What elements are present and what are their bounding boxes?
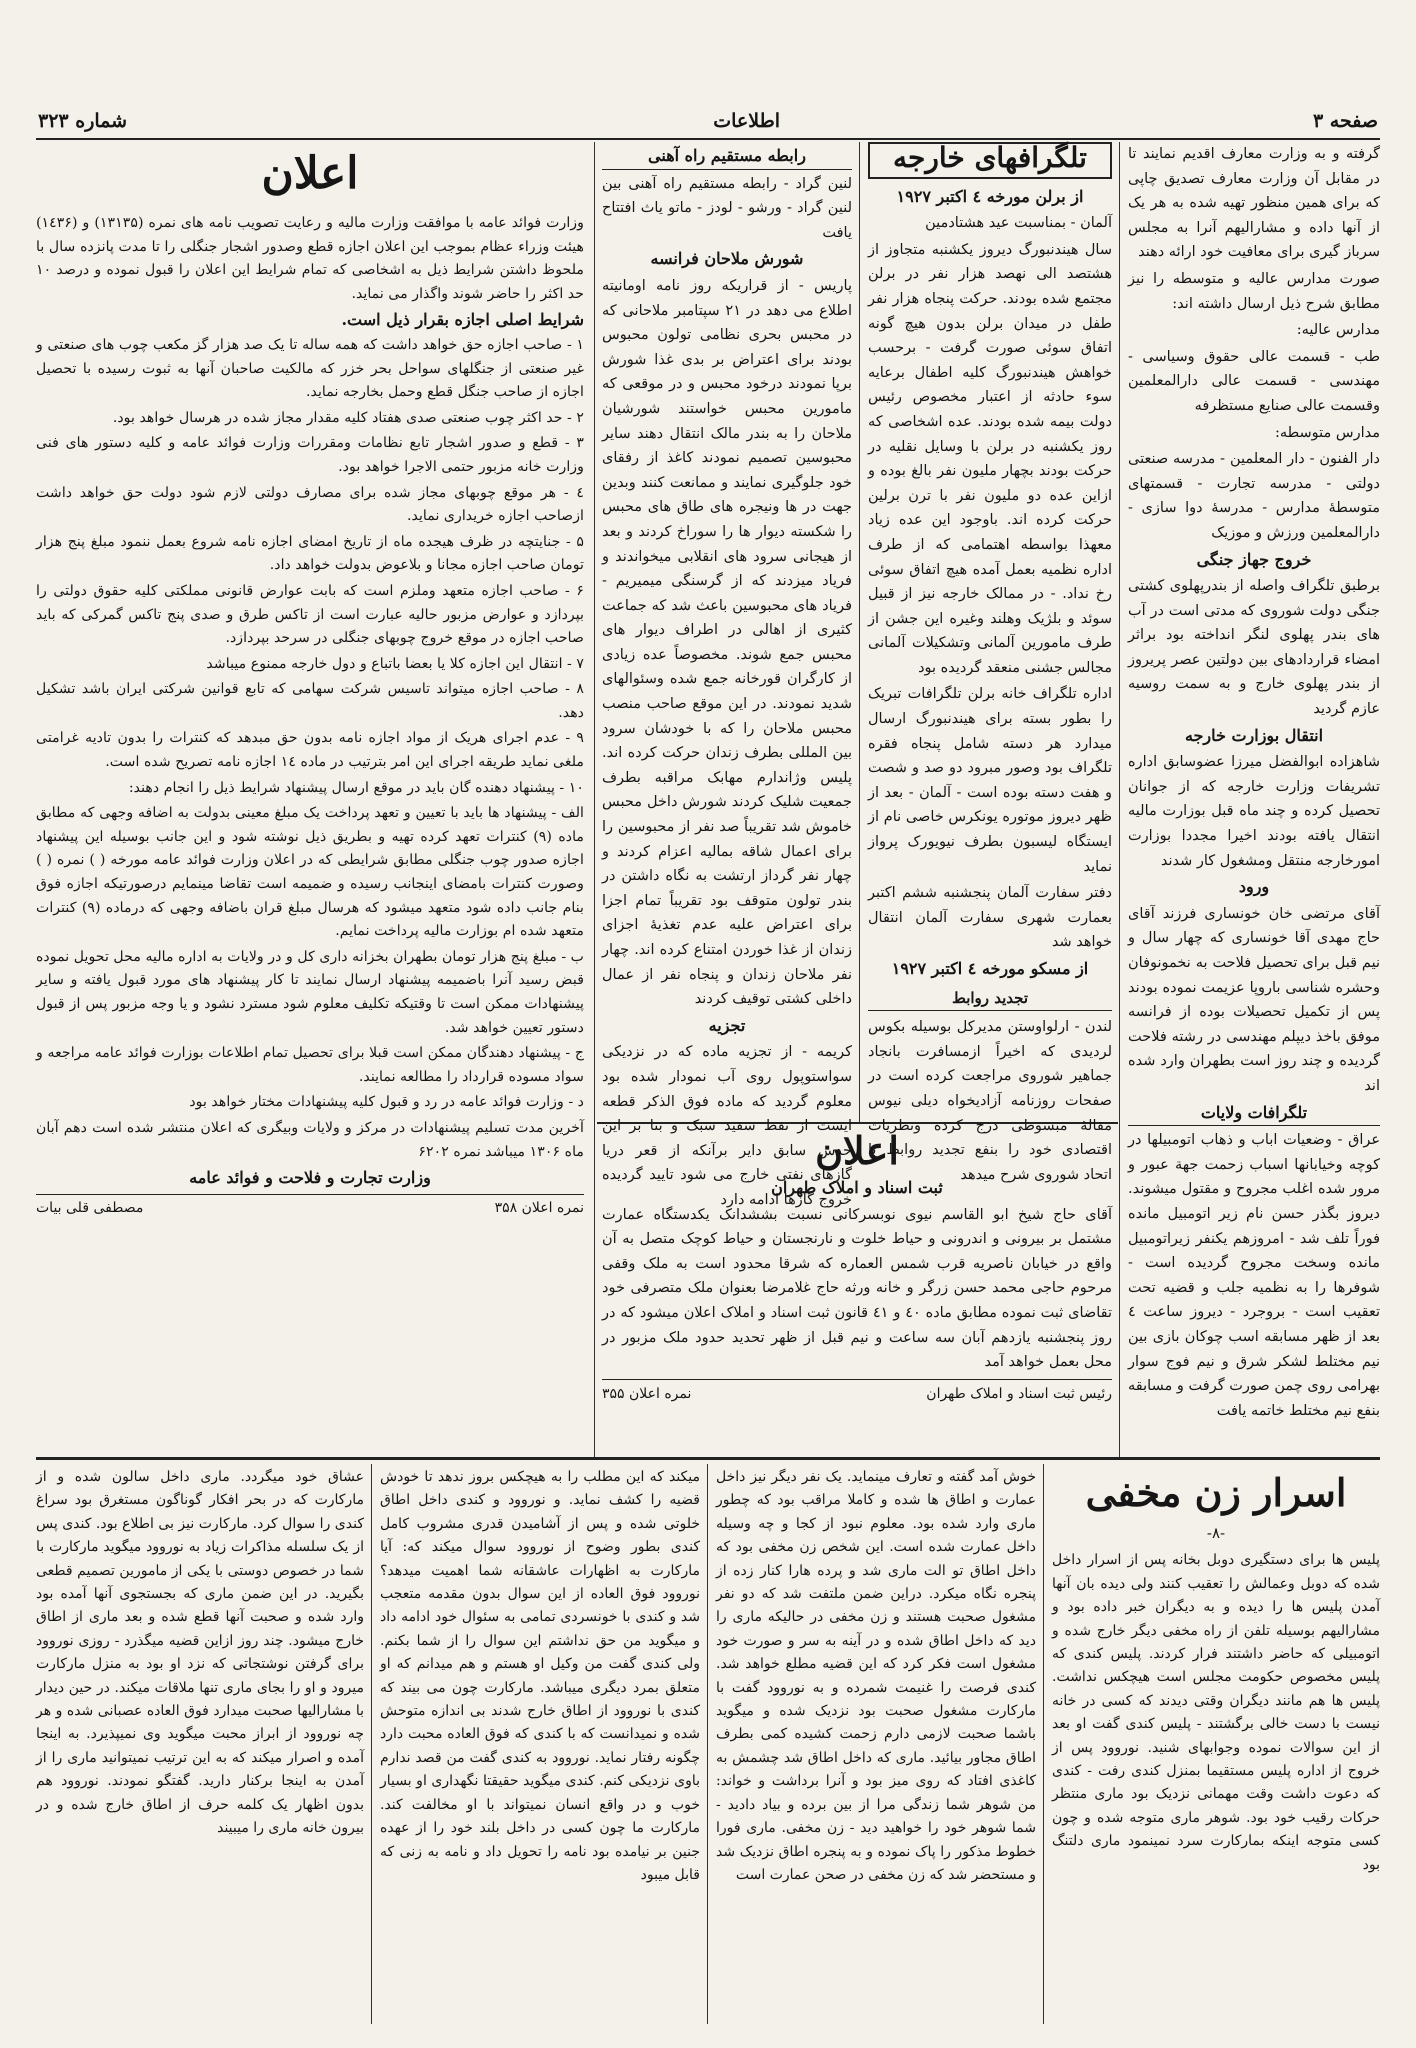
registration-ad-number: نمره اعلان ۳۵۵: [602, 1385, 692, 1402]
transfer-body: شاهزاده ابوالفضل میرزا عضوسابق اداره تشریفات وزارت خارجه که از جوانان تحصیل کرده و چند ماه قبل بوزارت مالیه انتقال یافته بودند اخیرا مجددا بوزارت امورخارجه منتقل ومشغول کار شدند: [1128, 754, 1380, 869]
column-rule: [594, 142, 595, 1457]
forestry-condition: ۲ - حد اکثر چوب صنعتی صدی هفتاد کلیه مقدار مجاز شده در هرسال خواهد بود.: [112, 409, 584, 426]
education-paragraph: صورت مدارس عالیه و متوسطه را نیز مطابق شرح ذیل ارسال داشته اند:: [1128, 270, 1380, 312]
page-label: صفحه ۳: [1312, 110, 1378, 132]
telegrams-subhead: تجدید روابط: [868, 986, 1112, 1012]
education-paragraph: گرفته و به وزارت معارف اقدیم نمایند تا در مقابل آن وزارت معارف تصدیق چاپی که برای همین منظور تهیه شده به هر یک از آنها داده و مشارالیهم آنرا به مجلس سرباز گیری برای معافیت خود ارائه دهند: [1128, 146, 1380, 261]
registration-ad-title: اعلان: [815, 1128, 899, 1173]
revolt-story: پاریس - از قراریکه روز نامه اومانیته اطلاع می دهد در ۲۱ سپتامبر ملاحانی که در محبس بحری نظامی تولون محبوس بودند برای اعتراض بر بدی غذا شورش برپا نمودند درخود محبس و در موقعی که مامورین محبس خواستند شورشیان ملاحان را به بندر مالک انتقال دهند سایر محبوسین تصمیم نمودند کاغذ از رفقای خود جلوگیری نمایند و ممانعت کنند وبدین جهت در ها ونیجره های طاق های محبس را شکسته دیوار ها را سوراخ کردند و بعد از هیجانی سرود های انقلابی میخواندند و فریاد میزدند که از گرسنگی میمیریم - فریاد های محبوسین باعث شد که جماعت کثیری از اهالی در اطراف دیوار های محبس جمع شوند. مخصوصاً عده زیادی از کارگران قورخانه جمع شده وسئوالهای شدید نمودند. در این موقع صاحب منصب محبس ملاحان را که با خودشان سرود بین المللی بطرف زندان حرکت کرده اند. پلیس وژاندارم مهابک مراقبه بطرف جمعیت شلیک کردند شورش داخل محبس خاموش شد تقریباً صد نفر از محبوسین را برای اعمال شاقه بمالیه اعزام کردند و چهار نفر گرداز ارتشت به نگاه داشتن در بندر تولون متوقف بود تقریباً تمام اجزا برای اعتراض علیه عدم تغذیهٔ اجزای زندان از غذا خوردن امتناع کرده اند. چهار نفر ملاحان زندان و پنجاه نفر از عمال داخلی کشتی توقیف کردند: [602, 277, 852, 1008]
telegrams-column: [868, 141, 1112, 1183]
serial-text: میکند که این مطلب را به هیچکس بروز ندهد تا خودش قضیه را کشف نماید. و نوروود و کندی داخل اطاق خلوتی شده و پس از آشامیدن قدری مشروب کامل کندی بطور وضوح از نوروود سوال میکند که: آیا مارکارت به اظهارات عاشقانه شما اهمیت میدهد؟ نوروود فوق العاده از این سوال بدون مقدمه متعجب شد و کندی با خونسردی تمامی به سئوال خود ادامه داد و میگوید من حق نداشتم این سوال را از شما بکنم. ولی کندی گفت من وکیل او هستم و هم میدانم که او متعلق بمرد دیگری میباشد. مارکارت چون می بیند که کندی با نوروود از اطاق خارج شدند بی اندازه متوحش شده و نمیدانست که با کندی که فوق العاده محبت دارد چگونه رفتار نماید. نوروود به کندی گفت من قصد ندارم باوی نزدیکی کنم. کندی میگوید حقیقتا نگهداری او بسیار خوب و در واقع انسان نمیتواند با او مخالفت کند. مارکارت ما چون کسی در داخل بلند خود را از عهده جنین بر نیامده بود نامه را تحویل داد و نامه به زنی که قابل میبود: [380, 1469, 700, 1883]
serial-column: [1052, 1466, 1380, 2026]
telegrams-dateline: از برلن مورخه ٤ اکتبر ۱۹۲۷: [896, 186, 1084, 206]
serial-title: اسرار زن مخفی: [1085, 1470, 1347, 1515]
serial-column: [380, 1466, 700, 2026]
column-rule: [1119, 142, 1120, 1457]
forestry-condition: ٤ - هر موقع چوبهای مجاز شده برای مصارف دولتی لازم شود دولت حق خواهد داشت ازصاحب اجازه خریداری نماید.: [36, 484, 584, 525]
forestry-condition: ۱ - صاحب اجازه حق خواهد داشت که همه ساله تا یک صد هزار گز مکعب چوب های صنعتی و غیر صنعتی از جنگلهای سواحل بحر خزر که مالکیت صاحبان آنها به ثبوت رسیده با تحصیل اجازه از صاحب جنگل قطع وحمل بخارجه نماید.: [36, 336, 584, 401]
serial-episode: -۸-: [1206, 1524, 1226, 1542]
forestry-condition: ۶ - صاحب اجازه متعهد وملزم است که بابت عوارض قانونی مملکتی کلیه حقوق دولتی را بپردازد و عوارض مزبور حالیه عبارت است از تاکس طرق و صدی پنج تاکس گمرکی که باید صاحب اجازه در موقع خروج چوبهای جنگلی در سرحد بپردازد.: [36, 582, 584, 647]
forestry-ad-signer: مصطفی قلی بیات: [36, 1199, 144, 1216]
education-paragraph: مدارس عالیه:: [1296, 322, 1380, 339]
education-paragraph: مدارس متوسطه:: [1274, 424, 1380, 441]
arrival-heading: ورود: [1238, 877, 1270, 897]
forestry-ad-signature: وزارت تجارت و فلاحت و فوائد عامه: [189, 1168, 431, 1188]
telegrams-body: اداره تلگراف خانه برلن تلگرافات تبریک را بطور بسته برای هیندنبورگ ارسال میدارد هر دسته شامل پنجاه فقره تلگراف بود وصور مبرود دو صد و شصت و هفت دسته بوده است - آلمان - بعد از ظهر دیروز موتوره یونکرس خاصی نام از ایستگاه لیسبون بطرف نیویورک پرواز نماید: [868, 686, 1112, 875]
masthead: [36, 110, 1380, 140]
forestry-condition: ۷ - انتقال این اجازه کلا یا بعضا باتباع و دول خارجه ممنوع میباشد: [206, 655, 584, 672]
forestry-ad-number: نمره اعلان ۳۵۸: [494, 1199, 584, 1216]
telegrams-dateline: از مسکو مورخه ٤ اکتبر ۱۹۲۷: [891, 959, 1089, 978]
serial-text: پلیس ها برای دستگیری دوبل بخانه پس از اسرار داخل شده که دوبل وعمالش را تعقیب کنند ولی دیده بان آنها آمدن پلیس ها را دیده و به دیگران خبر داده بود و مشارالیهم بوسیله تلفن از راه مخفی دیگر خارج شده و اتومبیلی که حاضر داشتند فرار کردند. پلیس کندی که پلیس مخصوص حکومت مجلس است هیچکس نداشت. پلیس ها هم مانند دیگران وقتی دیدند که کسی در خانه نیست با دست خالی برگشتند - پلیس کندی گفت او بعد از این سوالات نموده وجوابهای شنید. نوروود پس از خروج از اداره پلیس مستقیما بمنزل کندی رفت - کندی که دعوت داشت وقت مهمانی نزدیک بود ماری منتظر حرکات رقیب خود بود. شوهر ماری متوجه شده و چون کسی متوجه اینکه بمارکارت سرد نمینمود ماری دلتنگ بود: [1052, 1552, 1380, 1873]
forestry-conditions-heading: شرایط اصلی اجازه بقرار ذیل است.: [341, 310, 584, 330]
forestry-condition: الف - پیشنهاد ها باید با تعیین و تعهد پرداخت یک مبلغ معینی بدولت به اضافه وجهی که مطابق ماده (۹) کنترات تعهد کرده تهیه و بطریق ذیل نوشته شود و این جانب بوسیله این پیشنهاد اجازه صدور چوب جنگلی مطابق شرایطی که در اعلان وزارت فوائد عامه مورخه ( ) نمره ( ) وصورت کنترات بامضای اینجانب رسیده و ضمیمه است تقاضا مینمایم درصورتیکه اجازه فوق بنام جانب داده شود متعهد میشود که هرسال مبلغ قران باضافه وجهی که درماده (۹) کنترات متعهد شده ام بوزارت مالیه پرداخت نمایم.: [36, 805, 585, 940]
serial-column: [716, 1466, 1036, 2026]
forestry-condition: ۳ - قطع و صدور اشجار تابع نظامات ومقررات وزارت فوائد عامه و کلیه دستور های فنی وزارت خانه مزبور حتمی الاجرا خواهد بود.: [36, 435, 584, 475]
forestry-condition: ۱۰ - پیشنهاد دهنده گان باید در موقع ارسال پیشنهاد شرایط ذیل را انجام دهند:: [128, 779, 584, 796]
registration-ad-subtitle: ثبت اسناد و املاک طهران: [771, 1178, 943, 1197]
telegrams-embassy: دفتر سفارت آلمان پنجشنبه ششم اکتبر بعمارت شهری سفارت آلمان انتقال خواهد شد: [868, 885, 1112, 951]
telegrams-lead: آلمان - بمناسبت عید هشتادمین: [925, 215, 1112, 232]
forestry-condition: آخرین مدت تسلیم پیشنهادات در مرکز و ولایات وبیگری که اعلان منتشر شده است دهم آبان ماه ۱۳۰۶ میباشد نمره ۶۲۰۲: [36, 1119, 584, 1160]
issue-number: شماره ۳۲۳: [38, 110, 128, 132]
forestry-condition: ۵ - جنایتچه در ظرف هیجده ماه از تاریخ امضای اجازه نامه شروع بعمل ننمود مبلغ پنج هزار تومان صاحب اجازه مجانا و بلاعوض بدولت خواهد داد.: [36, 533, 584, 574]
transfer-heading: انتقال بوزارت خارجه: [1184, 725, 1324, 745]
forestry-ad-footer: [36, 1194, 584, 1221]
revolt-heading: شورش ملاحان فرانسه: [650, 249, 804, 269]
column-rule: [371, 1464, 372, 2024]
analysis-heading: تجزیه: [708, 1015, 746, 1035]
forestry-ad-title: اعلان: [261, 148, 359, 199]
registration-ad-footer: [602, 1379, 1112, 1407]
education-paragraph: طب - قسمت عالی حقوق وسیاسی - مهندسی - قسمت عالی دارالمعلمین وقسمت عالی صنایع مستظرفه: [1128, 348, 1380, 414]
railway-body: لنین گراد - رابطه مستقیم راه آهنی بین لنین گراد - ورشو - لودز - ماتو یاث افتتاح یافت: [602, 175, 852, 241]
serial-text: عشاق خود میگردد. ماری داخل سالون شده و از مارکارت که در بحر افکار گوناگون مستغرق بود سراغ کندی را سوال کرد. مارکارت نیز بی اطلاع بود. کندی پس از یک سلسله مذاکرات زیاد به نوروود میگوید مارکارت با شما در خصوص دوستی با یکی از مامورین تصمیم قطعی بگیرید. در این ضمن ماری که بجستجوی آنها آمده بود وارد شده و صحبت آنها قطع شده و بعد ماری از اطاق خارج میشود. چند روز ازاین قضیه میگذرد - روزی نوروود برای گرفتن نوشتجاتی که نزد او بود به منزل مارکارت میرود و او را بجای ماری تنها ملاقات میکند. در حین دیدار با مشارالیها صحبت میدارد فوق العاده عصبانی شده و هر چه نوروود از ابراز محبت میگوید وی نمیپذیرد. به اینجا آمده و اصرار میکند که به این ترتیب نمیتوانید ماری را از آمدن به اینجا برکنار دارید. گفتگو نمودند. نوروود هم بدون اظهار یک کلمه حرف از اطاق خارج شده و در بیرون خانه ماری را میبیند: [36, 1469, 364, 1837]
section-rule: [36, 1457, 1380, 1460]
railway-title: رابطه مستقیم راه آهنی: [602, 144, 852, 170]
column-rule: [859, 142, 860, 1122]
warship-heading: خروج جهاز جنگی: [1196, 549, 1312, 569]
registration-ad-body: آقای حاج شیخ ابو القاسم نیوی نوبسرکانی نسبت بششدانک یکدستگاه عمارت مشتمل بر بیرونی و اندرونی و حیاط خلوت و نارنجستان و حیاط کوچک متصل به آن واقع در خیابان ناصریه قرب شمس العماره که شرقا محدود است به ملک وقفی مرحوم حاجی محمد حسن زرگر و خانه ورثه حاج غلامرضا بعنوان ملک متصرفی خود تقاضای ثبت نموده مطابق ماده ٤۰ و ٤١ قانون ثبت اسناد و املاک اعلان میشود که در روز پنجشنبه یازدهم آبان سه ساعت و نیم قبل از ظهر تحدید حدود ملک مزبور در محل بعمل خواهد آمد: [602, 1206, 1112, 1371]
forestry-condition: ب - مبلغ پنج هزار تومان بطهران بخزانه داری کل و در ولایات به اداره مالیه محل تحویل نموده قبض رسید آنرا باضمیمه پیشنهاد ارسال نمایند تا کار پیشنهاد های مورد قبول یافته و سایر پیشنهادات ممکن است تا وقتیکه تکلیف معلوم شود مسترد نشود و یا وجه مزبور پس از قبول دستور تعیین خواهد شد.: [36, 948, 584, 1036]
telegrams-body: سال هیندنبورگ دیروز یکشنبه متجاوز از هشتصد الی نهصد هزار نفر در برلن مجتمع شده بودند. حرکت پنجاه هزار نفر طفل در میدان برلن بدون هیچ گونه اتفاق سوئی صورت گرفت - برحسب خواهش هیندنبورگ کلیه اطفال برعایه سوء حادثه از اعتبار مخصوص رئیس دولت بیمه شده بودند. عده اشخاصی که روز یکشنبه در برلن با وسایل نقلیه در حرکت بودند بچهار ملیون نفر بالغ بوده و ازاین عده دو ملیون نفر با ترن برلین حرکت کرده اند. باوجود این عده زیاد معهذا بواسطه اهتمامی که از طرف اداره نظمیه بعمل آمده هیچ اتفاق سوئی رخ نداد. - در ممالک خارجه نیز از قبیل سوئد و بلژیک وهلند وغیره این جشن از طرف مامورین آلمانی وتشکیلات آلمانی مجالس جشنی منعقد گردیده بود: [868, 241, 1112, 676]
forestry-condition: ج - پیشنهاد دهندگان ممکن است قبلا برای تحصیل تمام اطلاعات بوزارت فوائد عامه مراجعه و سواد مسوده قرارداد را مطالعه نمایند.: [36, 1045, 585, 1085]
forestry-ad: [36, 142, 584, 1452]
arrival-body: آقای مرتضی خان خونساری فرزند آقای حاج مهدی آقا خونساری که چهار سال و نیم قبل برای تحصیل فلاحت به نخمونوفان وحشره شناسی باروپا عزیمت نموده بودند پس از تکمیل تحصیلات بوده از فرانسه موفق باخذ دیپلم مهندسی در رشته فلاحت گردیده و چند روز است بطهران وارد شده اند: [1128, 905, 1380, 1094]
news-column-right: [1128, 142, 1380, 1452]
paper-title: اطلاعات: [713, 110, 780, 132]
provinces-heading: تلگرافات ولایات: [1128, 1101, 1380, 1127]
forestry-condition: ۹ - عدم اجرای هریک از مواد اجازه نامه بدون حق مبدهد که کنترات را بدون تادیه غرامتی ملغی نماید طریقه اجرای این امر بترتیب در ماده ۱٤ اجازه نامه تصریح شده است.: [36, 730, 584, 771]
forestry-condition: ۸ - صاحب اجازه میتواند تاسیس شرکت سهامی که تابع قوانین شرکتی ایران باشد تشکیل دهد.: [36, 681, 584, 721]
registration-ad: [602, 1128, 1112, 1453]
forestry-ad-intro: وزارت فوائد عامه با موافقت وزارت مالیه و رعایت تصویب نامه های نمره (۱۳۱۳۵) و (۱٤۳۶) هیئت وزراء عظام بموجب این اعلان اجازه قطع وصدور اشجار جنگلی را تا مدت پانزده سال با ملحوظ داشتن شرایط ذیل به اشخاصی که تمام شرایط این اعلان را قبول نموده و درصد ۱۰ حد اکثر را حاضر شوند واگذار می نماید.: [36, 215, 584, 302]
serial-column: [36, 1466, 364, 2026]
telegrams-body: لندن - ارلواوستن مدیرکل بوسیله بکوس لردیدی که اخیراً ازمسافرت بانجاد جماهیر شوروی مراجعت کرده است در صفحات روزنامه آزادیخواه دیلی نیوس مقالهٔ مبسوطی درج کرده ونظریات اقتصادی خود را بنفع تجدید روابط با اتحاد شوروی شرح میدهد: [868, 1019, 1112, 1183]
warship-body: برطبق تلگراف واصله از بندرپهلوی کشتی جنگی دولت شوروی که مدتی است در آب های بندر پهلوی لنگر انداخته بود براثر امضاء قراردادهای بین دولتین عصر پریروز از بندر پهلوی خارج و به سمت روسیه عازم گردید: [1128, 578, 1380, 718]
railway-column: [602, 142, 852, 1208]
newspaper-page: [36, 14, 1380, 2034]
provinces-body: عراق - وضعیات اباب و ذهاب اتومبیلها در کوچه وخیابانها اسباب زحمت جهة عبور و مرور شده اغلب مجروح و مقتول میشوند. دیروز بگذر حسن نام زیر اتومبیل مانده فوراً تلف شد - امروزهم یکنفر زیراتومبیل مانده وسخت مجروح گردیده است - شوفرها را به نظمیه جلب و قضیه تحت تعقیب است - بروجرد - دیروز ساعت ٤ بعد از ظهر مسابقه اسب چوکان بازی بین نیم مختلط لشکر شرق و نیم فوج سوار بهرامی روی چمن صورت گرفت و مسابقه بنفع نیم مختلط خاتمه یافت: [1128, 1132, 1380, 1419]
forestry-condition: د - وزارت فوائد عامه در رد و قبول کلیه پیشنهادات مختار خواهد بود: [189, 1094, 584, 1111]
column-rule: [1043, 1464, 1044, 2024]
column-rule: [707, 1464, 708, 2024]
serial-text: خوش آمد گفته و تعارف مینماید. یک نفر دیگر نیز داخل عمارت و اطاق ها شده و کاملا مراقب بود که چطور ماری وارد شده بود. معلوم نبود از کجا و چه وسیله داخل عمارت شده است. این شخص زن مخفی بود که داخل اطاق تو الت ماری شد و پرده هارا کنار زده از پنجره نگاه میکرد. دراین ضمن ملتفت شد که دو نفر مشغول صحبت هستند و زن مخفی در حالیکه ماری را دید که داخل اطاق شده و در آینه به سر و صورت خود مشغول است فکر کرد که این قضیه مطلع خواهد شد. کندی فرصت را غنیمت شمرده و به نوروود گفت با مارکارت مشغول صحبت بود نزدیک شده و میگوید باشما صحبت لازمی دارم زحمت کشیده کمی بطرف اطاق مجاور بیائید. ماری که داخل اطاق شد چشمش به کاغذی افتاد که روی میز بود و آنرا برداشت و خواند: من شوهر شما زندگی مرا از بین برده و بیاد دادید - شما شوهر خود را خواهید دید - زن مخفی. ماری فورا خطوط مذکور را پاک نموده و به پنجره اطاق نزدیک شد و مستحضر شد که زن مخفی در صحن عمارت است: [716, 1469, 1036, 1883]
registration-ad-signer: رئیس ثبت اسناد و املاک طهران: [926, 1385, 1112, 1402]
telegrams-title: تلگرافهای خارجه: [868, 142, 1112, 179]
analysis-story: کریمه - از تجزیه ماده که در نزدیکی سواستوپول روی آب نمودار شده بود معلوم گردید که ماده فوق الذکر قطعه ایست از نفط سفید سبک و بنا بر این حدس سابق دایر برآنکه از قعر دریا گازهای نفتی خارج می شود تایید گردیده خروج گازها ادامه دارد: [602, 1044, 852, 1208]
education-paragraph: دار الفنون - دار المعلمین - مدرسه صنعتی دولتی - مدرسه تجارت - قسمتهای متوسطهٔ مدارس - مدرسهٔ دوا سازی - دارالمعلمین ورزش و موزیک: [1128, 451, 1380, 541]
